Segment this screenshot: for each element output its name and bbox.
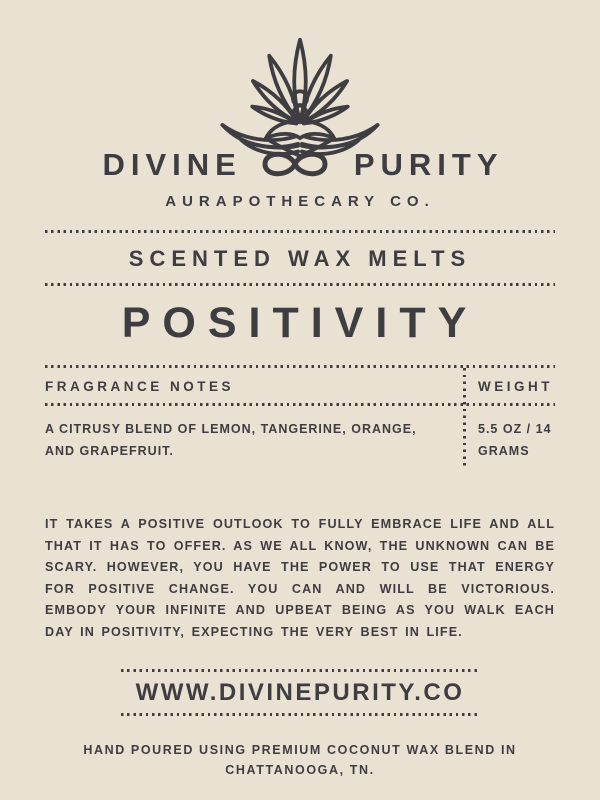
brand-name-right: PURITY [353, 146, 504, 182]
brand-subtitle: AURAPOTHECARY CO. [165, 193, 435, 210]
product-type: SCENTED WAX MELTS [128, 246, 472, 271]
specs-value-row [45, 406, 555, 470]
website-block [121, 669, 479, 716]
lotus-meditation-icon [214, 34, 386, 159]
specs-header-row [45, 368, 555, 403]
product-description: IT TAKES A POSITIVE OUTLOOK TO FULLY EMBRACE LIFE AND ALL THAT IT HAS TO OFFER. AS WE ALL KNOW, THE UNKNOWN CAN BE SCARY. HOWEVER, YOU HAVE THE POWER TO USE THAT ENERGY FOR POSITIVE CHANGE. YOU CAN AND WILL BE VICTORIOUS. EMBODY YOUR INFINITE AND UPBEAT BEING AS YOU WALK EACH DAY IN POSITIVITY, EXPECTING THE VERY BEST IN LIFE. [45, 517, 555, 639]
brand-name-left: DIVINE [102, 146, 242, 182]
vertical-divider [463, 368, 466, 470]
brand-name [45, 143, 555, 185]
divider [121, 713, 479, 716]
scent-name: POSITIVITY [121, 299, 479, 347]
weight-label: WEIGHT [478, 379, 553, 395]
website-url: WWW.DIVINEPURITY.CO [135, 679, 465, 707]
footer-note: HAND POURED USING PREMIUM COCONUT WAX BLEND IN CHATTANOOGA, TN. [83, 743, 517, 778]
fragrance-notes-label: FRAGRANCE NOTES [45, 379, 235, 395]
fragrance-notes-value: A CITRUSY BLEND OF LEMON, TANGERINE, ORANGE, AND GRAPEFRUIT. [45, 422, 417, 459]
specs-section [45, 365, 555, 470]
weight-value: 5.5 OZ / 14 GRAMS [478, 422, 552, 459]
infinity-icon [256, 148, 334, 180]
